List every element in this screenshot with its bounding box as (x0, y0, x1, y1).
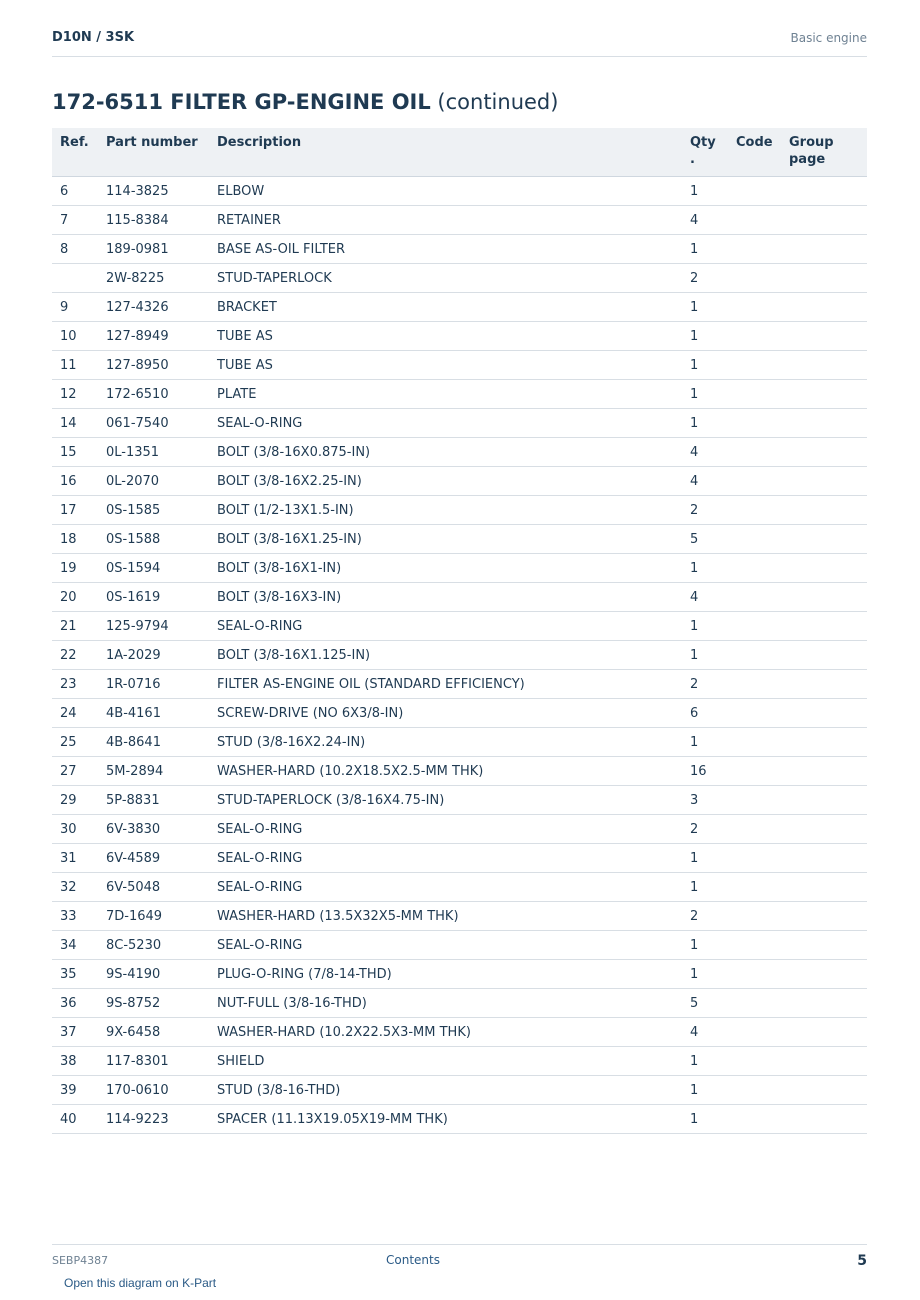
col-header-part-number: Part number (98, 128, 209, 177)
cell-part-number: 127-4326 (98, 293, 209, 322)
cell-part-number: 0S-1588 (98, 525, 209, 554)
cell-qty: 5 (682, 989, 728, 1018)
cell-code (728, 1076, 781, 1105)
cell-code (728, 322, 781, 351)
cell-part-number: 189-0981 (98, 235, 209, 264)
cell-group-page (781, 467, 867, 496)
cell-ref: 19 (52, 554, 98, 583)
cell-qty: 1 (682, 641, 728, 670)
cell-qty: 16 (682, 757, 728, 786)
cell-description: ELBOW (209, 177, 682, 206)
cell-part-number: 114-3825 (98, 177, 209, 206)
qty-header-line2: . (690, 152, 695, 167)
cell-code (728, 641, 781, 670)
cell-description: SEAL-O-RING (209, 815, 682, 844)
cell-group-page (781, 351, 867, 380)
cell-code (728, 902, 781, 931)
cell-code (728, 757, 781, 786)
cell-description: PLATE (209, 380, 682, 409)
cell-description: STUD (3/8-16-THD) (209, 1076, 682, 1105)
col-header-qty (682, 128, 728, 177)
table-row (52, 902, 867, 931)
cell-qty: 1 (682, 380, 728, 409)
group-header-line2: page (789, 152, 826, 167)
cell-qty: 4 (682, 583, 728, 612)
cell-ref: 36 (52, 989, 98, 1018)
kpart-diagram-link[interactable]: Open this diagram on K-Part (64, 1276, 217, 1290)
cell-qty: 2 (682, 902, 728, 931)
cell-code (728, 409, 781, 438)
cell-code (728, 293, 781, 322)
cell-part-number: 9S-8752 (98, 989, 209, 1018)
cell-code (728, 1047, 781, 1076)
cell-group-page (781, 1076, 867, 1105)
col-header-group-page (781, 128, 867, 177)
parts-table-body (52, 177, 867, 1134)
cell-qty: 2 (682, 815, 728, 844)
cell-description: BOLT (3/8-16X1-IN) (209, 554, 682, 583)
table-row (52, 1105, 867, 1134)
table-row (52, 815, 867, 844)
cell-description: SCREW-DRIVE (NO 6X3/8-IN) (209, 699, 682, 728)
cell-group-page (781, 844, 867, 873)
cell-code (728, 554, 781, 583)
cell-group-page (781, 1018, 867, 1047)
cell-qty: 1 (682, 728, 728, 757)
cell-description: PLUG-O-RING (7/8-14-THD) (209, 960, 682, 989)
cell-part-number: 114-9223 (98, 1105, 209, 1134)
cell-part-number: 4B-4161 (98, 699, 209, 728)
table-row (52, 206, 867, 235)
cell-part-number: 115-8384 (98, 206, 209, 235)
cell-qty: 1 (682, 612, 728, 641)
cell-group-page (781, 438, 867, 467)
table-row (52, 525, 867, 554)
cell-part-number: 6V-4589 (98, 844, 209, 873)
table-row (52, 1018, 867, 1047)
cell-description: STUD (3/8-16X2.24-IN) (209, 728, 682, 757)
cell-group-page (781, 409, 867, 438)
cell-qty: 1 (682, 177, 728, 206)
cell-group-page (781, 380, 867, 409)
cell-description: BOLT (3/8-16X3-IN) (209, 583, 682, 612)
cell-qty: 4 (682, 438, 728, 467)
cell-part-number: 4B-8641 (98, 728, 209, 757)
table-row (52, 496, 867, 525)
cell-code (728, 583, 781, 612)
cell-qty: 1 (682, 1105, 728, 1134)
table-row (52, 844, 867, 873)
cell-qty: 2 (682, 670, 728, 699)
cell-part-number: 6V-5048 (98, 873, 209, 902)
cell-group-page (781, 989, 867, 1018)
cell-code (728, 235, 781, 264)
table-row (52, 728, 867, 757)
cell-group-page (781, 525, 867, 554)
table-row (52, 1047, 867, 1076)
cell-ref: 34 (52, 931, 98, 960)
cell-ref: 18 (52, 525, 98, 554)
table-row (52, 989, 867, 1018)
cell-code (728, 960, 781, 989)
table-row (52, 235, 867, 264)
cell-group-page (781, 177, 867, 206)
cell-ref: 12 (52, 380, 98, 409)
cell-qty: 3 (682, 786, 728, 815)
cell-part-number: 0L-2070 (98, 467, 209, 496)
cell-ref: 29 (52, 786, 98, 815)
cell-group-page (781, 641, 867, 670)
cell-description: SEAL-O-RING (209, 409, 682, 438)
cell-code (728, 438, 781, 467)
parts-table (52, 128, 867, 1134)
table-row (52, 177, 867, 206)
page-header (52, 28, 867, 57)
table-row (52, 351, 867, 380)
cell-part-number: 5M-2894 (98, 757, 209, 786)
cell-description: BOLT (3/8-16X1.125-IN) (209, 641, 682, 670)
cell-part-number: 117-8301 (98, 1047, 209, 1076)
cell-ref: 25 (52, 728, 98, 757)
col-header-ref: Ref. (52, 128, 98, 177)
cell-ref: 15 (52, 438, 98, 467)
table-row (52, 786, 867, 815)
cell-ref: 38 (52, 1047, 98, 1076)
cell-ref: 17 (52, 496, 98, 525)
cell-ref: 7 (52, 206, 98, 235)
cell-part-number: 6V-3830 (98, 815, 209, 844)
contents-link[interactable]: Contents (386, 1253, 440, 1267)
cell-ref: 31 (52, 844, 98, 873)
cell-part-number: 0S-1619 (98, 583, 209, 612)
cell-description: SHIELD (209, 1047, 682, 1076)
cell-group-page (781, 815, 867, 844)
table-row (52, 264, 867, 293)
cell-ref: 24 (52, 699, 98, 728)
cell-code (728, 177, 781, 206)
table-row (52, 757, 867, 786)
cell-qty: 1 (682, 1076, 728, 1105)
cell-group-page (781, 931, 867, 960)
cell-group-page (781, 235, 867, 264)
cell-code (728, 380, 781, 409)
cell-part-number: 5P-8831 (98, 786, 209, 815)
cell-code (728, 612, 781, 641)
cell-ref (52, 264, 98, 293)
cell-description: BASE AS-OIL FILTER (209, 235, 682, 264)
cell-description: WASHER-HARD (10.2X22.5X3-MM THK) (209, 1018, 682, 1047)
table-row (52, 438, 867, 467)
cell-description: RETAINER (209, 206, 682, 235)
cell-ref: 27 (52, 757, 98, 786)
cell-group-page (781, 293, 867, 322)
table-row (52, 699, 867, 728)
cell-group-page (781, 583, 867, 612)
cell-group-page (781, 699, 867, 728)
cell-qty: 1 (682, 931, 728, 960)
cell-part-number: 061-7540 (98, 409, 209, 438)
cell-description: SEAL-O-RING (209, 873, 682, 902)
cell-group-page (781, 902, 867, 931)
cell-qty: 2 (682, 264, 728, 293)
cell-code (728, 844, 781, 873)
cell-code (728, 873, 781, 902)
cell-ref: 37 (52, 1018, 98, 1047)
table-row (52, 873, 867, 902)
cell-ref: 33 (52, 902, 98, 931)
cell-qty: 1 (682, 554, 728, 583)
table-row (52, 931, 867, 960)
qty-header-line1: Qty (690, 135, 716, 150)
cell-group-page (781, 1047, 867, 1076)
cell-qty: 1 (682, 873, 728, 902)
cell-ref: 10 (52, 322, 98, 351)
table-row (52, 380, 867, 409)
cell-qty: 1 (682, 960, 728, 989)
cell-description: TUBE AS (209, 351, 682, 380)
cell-group-page (781, 496, 867, 525)
cell-code (728, 728, 781, 757)
cell-qty: 5 (682, 525, 728, 554)
cell-description: WASHER-HARD (13.5X32X5-MM THK) (209, 902, 682, 931)
cell-part-number: 0S-1585 (98, 496, 209, 525)
cell-description: BOLT (3/8-16X1.25-IN) (209, 525, 682, 554)
cell-description: BOLT (3/8-16X0.875-IN) (209, 438, 682, 467)
group-header-line1: Group (789, 135, 834, 150)
cell-code (728, 206, 781, 235)
table-row (52, 409, 867, 438)
cell-qty: 4 (682, 467, 728, 496)
cell-ref: 14 (52, 409, 98, 438)
cell-description: BRACKET (209, 293, 682, 322)
cell-group-page (781, 554, 867, 583)
table-row (52, 612, 867, 641)
table-row (52, 641, 867, 670)
cell-code (728, 351, 781, 380)
cell-part-number: 9X-6458 (98, 1018, 209, 1047)
cell-part-number: 125-9794 (98, 612, 209, 641)
cell-ref: 22 (52, 641, 98, 670)
col-header-code: Code (728, 128, 781, 177)
cell-group-page (781, 757, 867, 786)
cell-part-number: 0L-1351 (98, 438, 209, 467)
page-title (52, 90, 558, 114)
cell-ref: 40 (52, 1105, 98, 1134)
cell-description: BOLT (3/8-16X2.25-IN) (209, 467, 682, 496)
cell-part-number: 1A-2029 (98, 641, 209, 670)
cell-code (728, 699, 781, 728)
cell-code (728, 1018, 781, 1047)
cell-ref: 8 (52, 235, 98, 264)
cell-description: SEAL-O-RING (209, 844, 682, 873)
cell-group-page (781, 960, 867, 989)
section-name: Basic engine (790, 31, 867, 45)
table-row (52, 670, 867, 699)
cell-ref: 39 (52, 1076, 98, 1105)
col-header-description: Description (209, 128, 682, 177)
cell-description: STUD-TAPERLOCK (3/8-16X4.75-IN) (209, 786, 682, 815)
cell-qty: 4 (682, 1018, 728, 1047)
cell-ref: 30 (52, 815, 98, 844)
cell-code (728, 1105, 781, 1134)
cell-description: STUD-TAPERLOCK (209, 264, 682, 293)
cell-part-number: 127-8950 (98, 351, 209, 380)
cell-qty: 1 (682, 1047, 728, 1076)
table-row (52, 467, 867, 496)
cell-description: SEAL-O-RING (209, 931, 682, 960)
cell-qty: 2 (682, 496, 728, 525)
table-row (52, 293, 867, 322)
cell-qty: 6 (682, 699, 728, 728)
cell-part-number: 9S-4190 (98, 960, 209, 989)
cell-part-number: 7D-1649 (98, 902, 209, 931)
cell-qty: 1 (682, 322, 728, 351)
table-row (52, 960, 867, 989)
cell-group-page (781, 1105, 867, 1134)
cell-part-number: 127-8949 (98, 322, 209, 351)
cell-qty: 1 (682, 409, 728, 438)
cell-ref: 21 (52, 612, 98, 641)
cell-group-page (781, 873, 867, 902)
cell-code (728, 989, 781, 1018)
cell-group-page (781, 264, 867, 293)
cell-code (728, 931, 781, 960)
cell-part-number: 1R-0716 (98, 670, 209, 699)
document-id: SEBP4387 (52, 1254, 109, 1267)
cell-code (728, 525, 781, 554)
cell-description: TUBE AS (209, 322, 682, 351)
cell-ref: 16 (52, 467, 98, 496)
cell-code (728, 786, 781, 815)
table-row (52, 1076, 867, 1105)
cell-part-number: 8C-5230 (98, 931, 209, 960)
cell-qty: 1 (682, 293, 728, 322)
table-header-row (52, 128, 867, 177)
cell-part-number: 172-6510 (98, 380, 209, 409)
cell-ref: 32 (52, 873, 98, 902)
cell-description: BOLT (1/2-13X1.5-IN) (209, 496, 682, 525)
table-row (52, 322, 867, 351)
cell-code (728, 670, 781, 699)
cell-qty: 4 (682, 206, 728, 235)
cell-qty: 1 (682, 235, 728, 264)
cell-ref: 20 (52, 583, 98, 612)
cell-ref: 9 (52, 293, 98, 322)
cell-code (728, 496, 781, 525)
table-row (52, 554, 867, 583)
cell-group-page (781, 728, 867, 757)
machine-model: D10N / 3SK (52, 30, 135, 45)
cell-ref: 6 (52, 177, 98, 206)
cell-ref: 35 (52, 960, 98, 989)
cell-description: NUT-FULL (3/8-16-THD) (209, 989, 682, 1018)
page-number: 5 (857, 1253, 867, 1269)
title-suffix: (continued) (430, 90, 559, 114)
cell-description: SPACER (11.13X19.05X19-MM THK) (209, 1105, 682, 1134)
title-main: 172-6511 FILTER GP-ENGINE OIL (52, 90, 431, 114)
cell-part-number: 2W-8225 (98, 264, 209, 293)
cell-part-number: 170-0610 (98, 1076, 209, 1105)
cell-code (728, 467, 781, 496)
cell-code (728, 264, 781, 293)
cell-code (728, 815, 781, 844)
cell-qty: 1 (682, 351, 728, 380)
cell-group-page (781, 786, 867, 815)
table-row (52, 583, 867, 612)
cell-qty: 1 (682, 844, 728, 873)
cell-ref: 11 (52, 351, 98, 380)
cell-group-page (781, 322, 867, 351)
cell-group-page (781, 206, 867, 235)
cell-description: SEAL-O-RING (209, 612, 682, 641)
cell-description: WASHER-HARD (10.2X18.5X2.5-MM THK) (209, 757, 682, 786)
cell-ref: 23 (52, 670, 98, 699)
cell-group-page (781, 612, 867, 641)
cell-part-number: 0S-1594 (98, 554, 209, 583)
cell-group-page (781, 670, 867, 699)
page-footer (52, 1244, 867, 1275)
cell-description: FILTER AS-ENGINE OIL (STANDARD EFFICIENCY) (209, 670, 682, 699)
